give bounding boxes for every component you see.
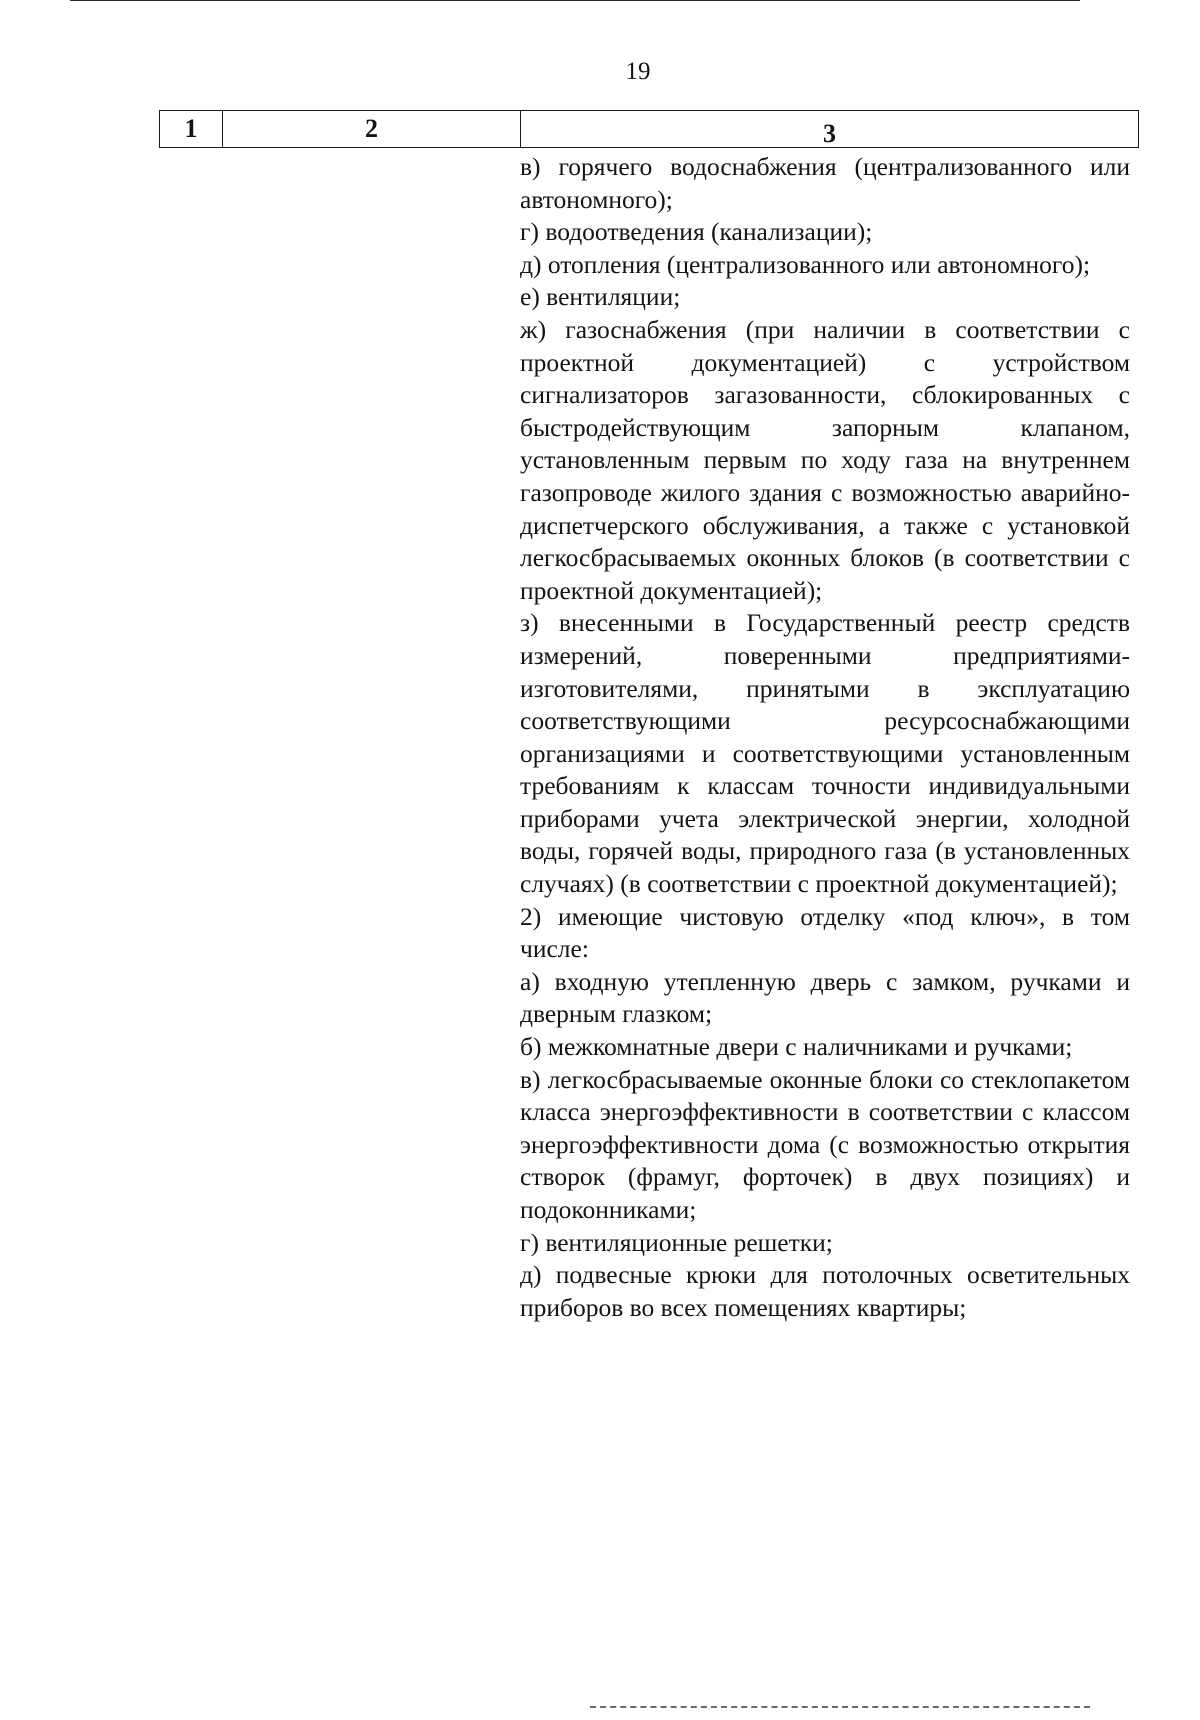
table-header-col-2: 2 <box>223 111 521 147</box>
scan-edge-bottom <box>590 1706 1090 1708</box>
list-item: е) вентиляции; <box>520 282 681 312</box>
list-item: д) подвесные крюки для потолочных осветительных приборов во всех помещениях квартиры; <box>520 1260 1130 1322</box>
list-item: 2) имеющие чистовую отделку «под ключ», в том числе: <box>520 901 1130 964</box>
list-item: д) отопления (централизованного или автономного); <box>520 249 1091 279</box>
list-item: ж) газоснабжения (при наличии в соответствии с проектной документацией) с устройством сигнализаторов загазованности, сблокированных с быстродействующим запорным клапаном, установленным первым по ходу газа на внутреннем газопроводе жилого здания с возможностью аварийно-диспетчерского обслуживания, а также с установкой легкосбрасываемых оконных блоков (в соответствии с проектной документацией); <box>520 314 1130 605</box>
list-item: в) легкосбрасываемые оконные блоки со стеклопакетом класса энергоэффективности в соответствии с классом энергоэффективности дома (с возможностью открытия створок (фрамуг, форточек) в двух позициях) и подоконниками; <box>520 1064 1130 1224</box>
list-item: г) вентиляционные решетки; <box>520 1227 833 1257</box>
table-cell-col-3-content <box>520 151 1130 1324</box>
table-header-col-1: 1 <box>160 111 223 147</box>
page-number: 19 <box>625 58 651 85</box>
list-item: в) горячего водоснабжения (централизованного или автономного); <box>520 152 1130 214</box>
list-item: а) входную утепленную дверь с замком, ручками и дверным глазком; <box>520 966 1130 1029</box>
list-item: б) межкомнатные двери с наличниками и ручками; <box>520 1032 1073 1062</box>
table-header-row <box>159 110 1139 148</box>
scan-edge-top <box>70 0 1080 1</box>
list-item: з) внесенными в Государственный реестр средств измерений, поверенными предприятиями-изготовителями, принятыми в эксплуатацию соответствующими ресурсоснабжающими организациями и соответствующими установленным требованиям к классам точности индивидуальными приборами учета электрической энергии, холодной воды, горячей воды, природного газа (в установленных случаях) (в соответствии с проектной документацией); <box>520 608 1130 899</box>
table-header-col-3: 3 <box>823 119 836 148</box>
list-item: г) водоотведения (канализации); <box>520 217 873 247</box>
